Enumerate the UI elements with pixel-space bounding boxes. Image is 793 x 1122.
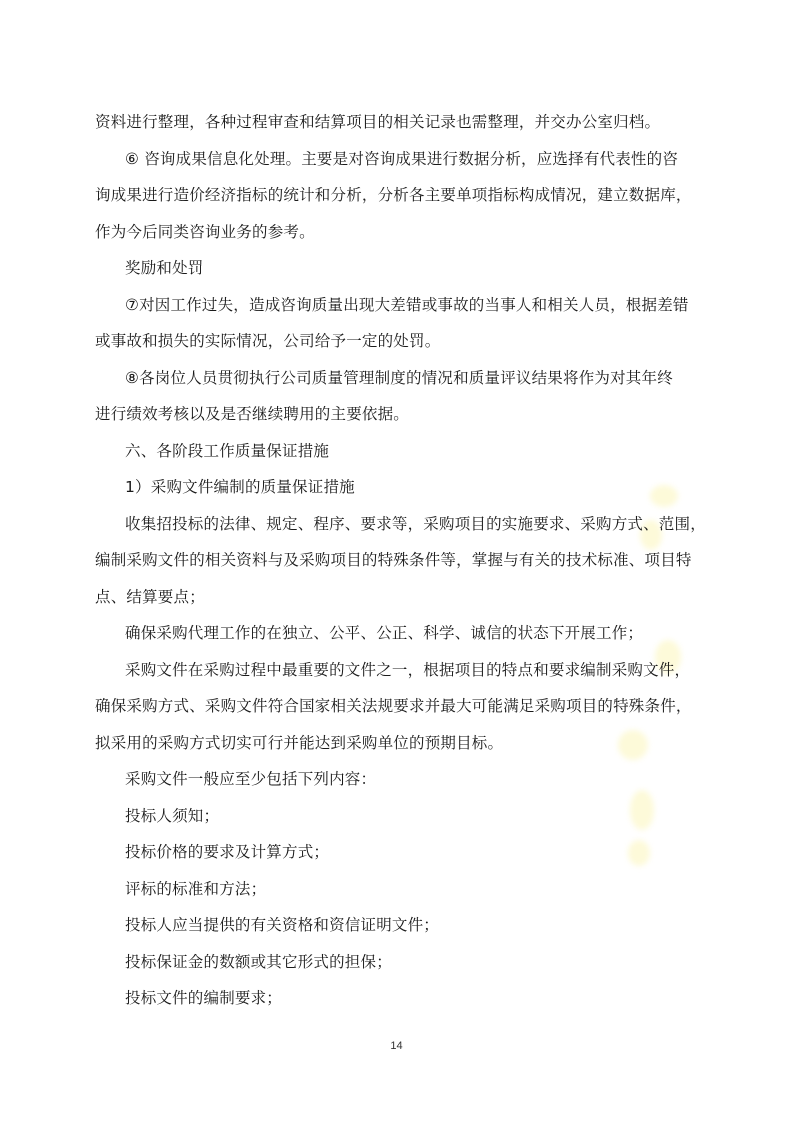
text-line: 进行绩效考核以及是否继续聘用的主要依据。 <box>95 405 410 423</box>
text-line: ⑦对因工作过失，造成咨询质量出现大差错或事故的当事人和相关人员，根据差错 <box>125 295 689 314</box>
text-line: 采购文件在采购过程中最重要的文件之一，根据项目的特点和要求编制采购文件， <box>125 660 691 679</box>
list-item: 投标保证金的数额或其它形式的担保； <box>125 952 392 971</box>
list-item: 评标的标准和方法； <box>125 879 267 898</box>
document-body <box>95 104 705 1017</box>
list-item: 投标价格的要求及计算方式； <box>125 843 330 861</box>
text-line: 采购文件一般应至少包括下列内容： <box>125 770 377 788</box>
list-item: 投标人应当提供的有关资格和资信证明文件； <box>125 916 440 934</box>
section-heading: 奖励和处罚 <box>125 259 204 277</box>
section-heading: 六、各阶段工作质量保证措施 <box>125 441 330 460</box>
text-line: 确保采购代理工作的在独立、公平、公正、科学、诚信的状态下开展工作； <box>125 624 644 642</box>
text-line: ⑧各岗位人员贯彻执行公司质量管理制度的情况和质量评议结果将作为对其年终 <box>125 368 673 387</box>
text-line: 作为今后同类咨询业务的参考。 <box>95 222 315 241</box>
list-item: 投标文件的编制要求； <box>125 989 283 1007</box>
text-line: 编制采购文件的相关资料与及采购项目的特殊条件等，掌握与有关的技术标准、项目特 <box>95 551 692 569</box>
text-line: 拟采用的采购方式切实可行并能达到采购单位的预期目标。 <box>95 733 504 752</box>
text-line: 收集招投标的法律、规定、程序、要求等，采购项目的实施要求、采购方式、范围， <box>125 514 706 533</box>
list-item: 投标人须知； <box>125 806 220 825</box>
text-line: 资料进行整理，各种过程审查和结算项目的相关记录也需整理，并交办公室归档。 <box>95 113 661 131</box>
text-line: 确保采购方式、采购文件符合国家相关法规要求并最大可能满足采购项目的特殊条件， <box>95 697 692 715</box>
page-number: 14 <box>390 1040 403 1052</box>
text-line: 点、结算要点； <box>95 587 205 606</box>
text-line: 或事故和损失的实际情况，公司给予一定的处罚。 <box>95 332 441 350</box>
subsection-heading: 1）采购文件编制的质量保证措施 <box>125 478 355 496</box>
text-line: 询成果进行造价经济指标的统计和分析，分析各主要单项指标构成情况，建立数据库， <box>95 186 692 204</box>
text-line: ⑥ 咨询成果信息化处理。主要是对咨询成果进行数据分析，应选择有代表性的咨 <box>125 149 679 168</box>
